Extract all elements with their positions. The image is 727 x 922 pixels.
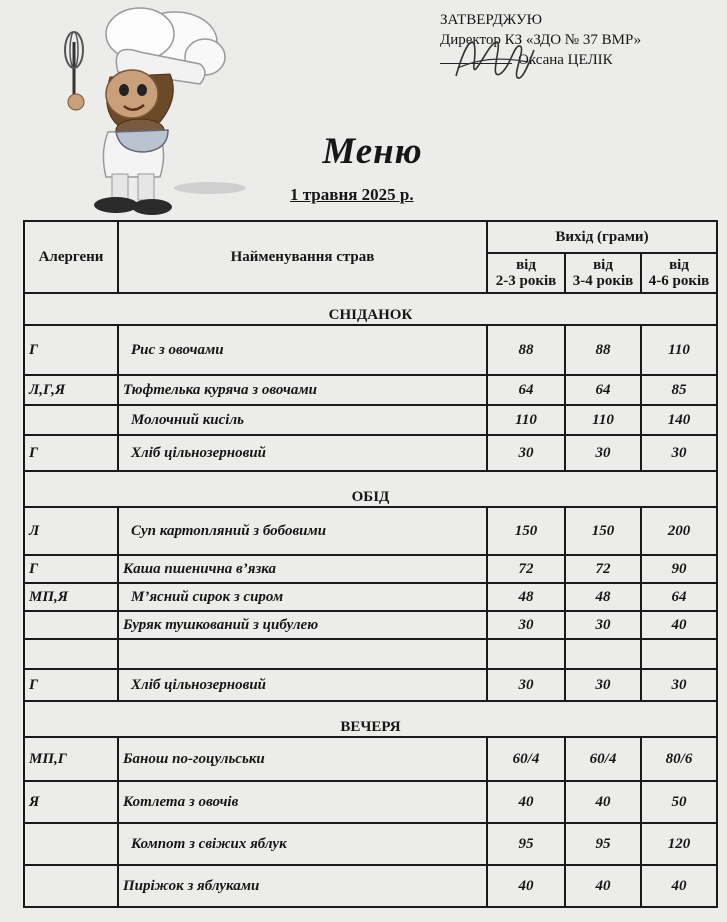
dish-name: Тюфтелька куряча з овочами [118,375,487,405]
menu-row [24,555,717,583]
output-2-3: 40 [487,865,565,907]
menu-row [24,375,717,405]
output-2-3: 95 [487,823,565,865]
allergen-cell: Г [24,435,118,471]
header-age-group [565,253,641,293]
allergen-cell [24,865,118,907]
output-3-4: 40 [565,781,641,823]
menu-title: Меню [322,131,423,172]
output-4-6: 50 [641,781,717,823]
output-4-6: 40 [641,611,717,639]
output-3-4: 110 [565,405,641,435]
output-4-6: 110 [641,325,717,375]
menu-row [24,583,717,611]
section-header [24,701,717,737]
dish-name: Каша пшенична в’язка [118,555,487,583]
output-3-4 [565,639,641,669]
output-3-4: 30 [565,669,641,701]
output-4-6: 140 [641,405,717,435]
menu-row [24,405,717,435]
dish-name: Суп картопляний з бобовими [118,507,487,555]
age-from: від [516,257,536,273]
output-4-6: 85 [641,375,717,405]
header-output: Вихід (грами) [487,221,717,253]
output-3-4: 150 [565,507,641,555]
allergen-cell [24,405,118,435]
menu-row [24,737,717,781]
allergen-cell [24,823,118,865]
allergen-cell: Л,Г,Я [24,375,118,405]
allergen-cell: Г [24,555,118,583]
dish-name: М’ясний сирок з сиром [118,583,487,611]
allergen-cell: Л [24,507,118,555]
section-title: ВЕЧЕРЯ [24,701,717,737]
menu-row [24,639,717,669]
output-3-4: 88 [565,325,641,375]
menu-date: 1 травня 2025 р. [290,185,414,204]
allergen-cell: МП,Я [24,583,118,611]
output-2-3: 48 [487,583,565,611]
signature [448,24,538,94]
section-header [24,471,717,507]
output-2-3: 150 [487,507,565,555]
allergen-cell: Г [24,325,118,375]
header-allergens: Алергени [24,221,118,293]
output-4-6 [641,639,717,669]
age-range: 3-4 років [572,273,634,289]
dish-name: Молочний кисіль [118,405,487,435]
age-range: 2-3 років [495,273,557,289]
approval-position: Директор КЗ «ЗДО № 37 ВМР» [440,32,642,48]
output-4-6: 200 [641,507,717,555]
output-2-3 [487,639,565,669]
menu-row [24,781,717,823]
menu-row [24,435,717,471]
allergen-cell: Г [24,669,118,701]
output-2-3: 88 [487,325,565,375]
output-3-4: 40 [565,865,641,907]
output-4-6: 64 [641,583,717,611]
menu-row [24,325,717,375]
output-4-6: 90 [641,555,717,583]
output-2-3: 72 [487,555,565,583]
dish-name [118,639,487,669]
menu-row [24,611,717,639]
header-age-group [487,253,565,293]
approval-signer: Оксана ЦЕЛІК [518,52,613,68]
menu-row [24,507,717,555]
age-from: від [593,257,613,273]
output-3-4: 64 [565,375,641,405]
output-2-3: 64 [487,375,565,405]
approval-title: ЗАТВЕРДЖУЮ [440,12,543,28]
output-3-4: 30 [565,611,641,639]
output-3-4: 30 [565,435,641,471]
allergen-cell [24,639,118,669]
menu-table [23,220,718,908]
allergen-cell [24,611,118,639]
output-4-6: 80/6 [641,737,717,781]
dish-name: Буряк тушкований з цибулею [118,611,487,639]
dish-name: Пиріжок з яблуками [118,865,487,907]
output-4-6: 30 [641,669,717,701]
section-title: ОБІД [24,471,717,507]
section-header [24,293,717,325]
menu-body [24,293,717,907]
age-range: 4-6 років [648,273,710,289]
menu-row [24,823,717,865]
output-2-3: 110 [487,405,565,435]
menu-row [24,669,717,701]
dish-name: Банош по-гоцульськи [118,737,487,781]
dish-name: Компот з свіжих яблук [118,823,487,865]
header-dish-name: Найменування страв [118,221,487,293]
header-age-group [641,253,717,293]
output-4-6: 40 [641,865,717,907]
dish-name: Хліб цільнозерновий [118,435,487,471]
output-3-4: 60/4 [565,737,641,781]
output-4-6: 30 [641,435,717,471]
output-4-6: 120 [641,823,717,865]
menu-row [24,865,717,907]
output-2-3: 30 [487,611,565,639]
output-2-3: 30 [487,669,565,701]
allergen-cell: МП,Г [24,737,118,781]
section-title: СНІДАНОК [24,293,717,325]
allergen-cell: Я [24,781,118,823]
dish-name: Котлета з овочів [118,781,487,823]
output-3-4: 95 [565,823,641,865]
output-2-3: 40 [487,781,565,823]
output-3-4: 72 [565,555,641,583]
output-3-4: 48 [565,583,641,611]
chef-illustration [40,2,250,217]
dish-name: Хліб цільнозерновий [118,669,487,701]
age-from: від [669,257,689,273]
output-2-3: 60/4 [487,737,565,781]
output-2-3: 30 [487,435,565,471]
dish-name: Рис з овочами [118,325,487,375]
